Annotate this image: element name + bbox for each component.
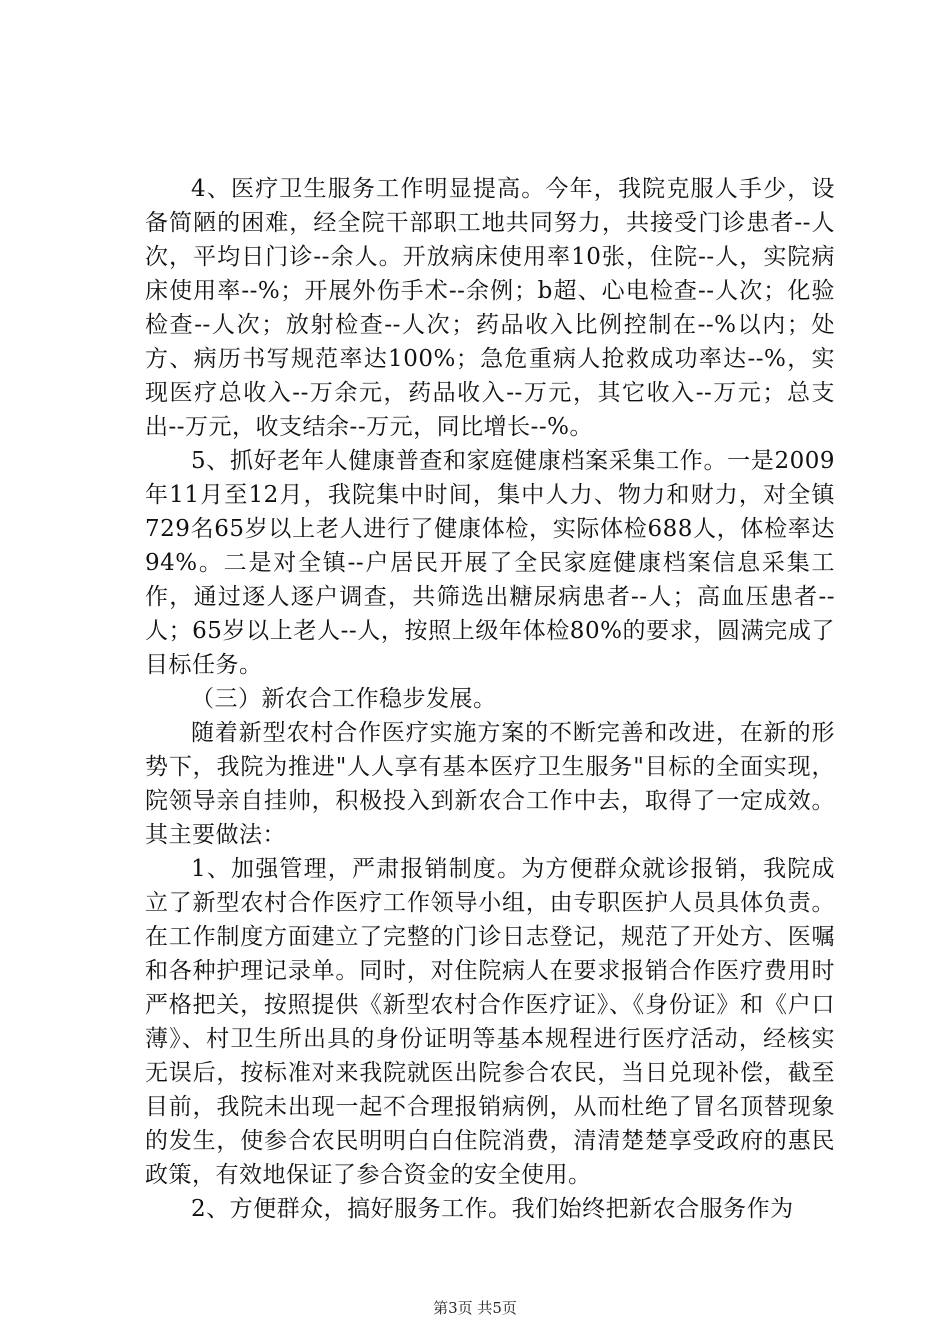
paragraph-convenience-service: 2、方便群众，搞好服务工作。我们始终把新农合服务作为 [191, 1196, 794, 1222]
document-body [145, 172, 835, 1226]
page-footer [0, 1298, 950, 1318]
page-number-label: 第3页 共5页 [433, 1299, 517, 1317]
paragraph-elderly-health-check: 5、抓好老年人健康普查和家庭健康档案采集工作。一是2009年11月至12月，我院集中时间，集中人力、物力和财力，对全镇729名65岁以上老人进行了健康体检，实际体检688人，体检率达94%。二是对全镇--户居民开展了全民家庭健康档案信息采集工作，通过逐人逐户调查，共筛选出糖尿病患者--人；高血压患者--人；65岁以上老人--人，按照上级年体检80%的要求，圆满完成了目标任务。 [145, 448, 835, 678]
section-heading-new-rural-coop: （三）新农合工作稳步发展。 [191, 686, 497, 712]
paragraph-coop-intro: 随着新型农村合作医疗实施方案的不断完善和改进，在新的形势下，我院为推进"人人享有基本医疗卫生服务"目标的全面实现，院领导亲自挂帅，积极投入到新农合工作中去，取得了一定成效。其主要做法： [145, 720, 835, 848]
paragraph-strengthen-management: 1、加强管理，严肃报销制度。为方便群众就诊报销，我院成立了新型农村合作医疗工作领导小组，由专职医护人员具体负责。在工作制度方面建立了完整的门诊日志登记，规范了开处方、医嘱和各种护理记录单。同时，对住院病人在要求报销合作医疗费用时严格把关，按照提供《新型农村合作医疗证》、《身份证》和《户口薄》、村卫生所出具的身份证明等基本规程进行医疗活动，经核实无误后，按标准对来我院就医出院参合农民，当日兑现补偿，截至目前，我院未出现一起不合理报销病例，从而杜绝了冒名顶替现象的发生，使参合农民明明白白住院消费，清清楚楚享受政府的惠民政策，有效地保证了参合资金的安全使用。 [145, 856, 835, 1188]
paragraph-medical-service: 4、医疗卫生服务工作明显提高。今年，我院克服人手少，设备简陋的困难，经全院干部职工地共同努力，共接受门诊患者--人次，平均日门诊--余人。开放病床使用率10张，住院--人，实院病床使用率--%；开展外伤手术--余例；b超、心电检查--人次；化验检查--人次；放射检查--人次；药品收入比例控制在--%以内；处方、病历书写规范率达100%；急危重病人抢救成功率达--%，实现医疗总收入--万余元，药品收入--万元，其它收入--万元；总支出--万元，收支结余--万元，同比增长--%。 [145, 176, 835, 440]
